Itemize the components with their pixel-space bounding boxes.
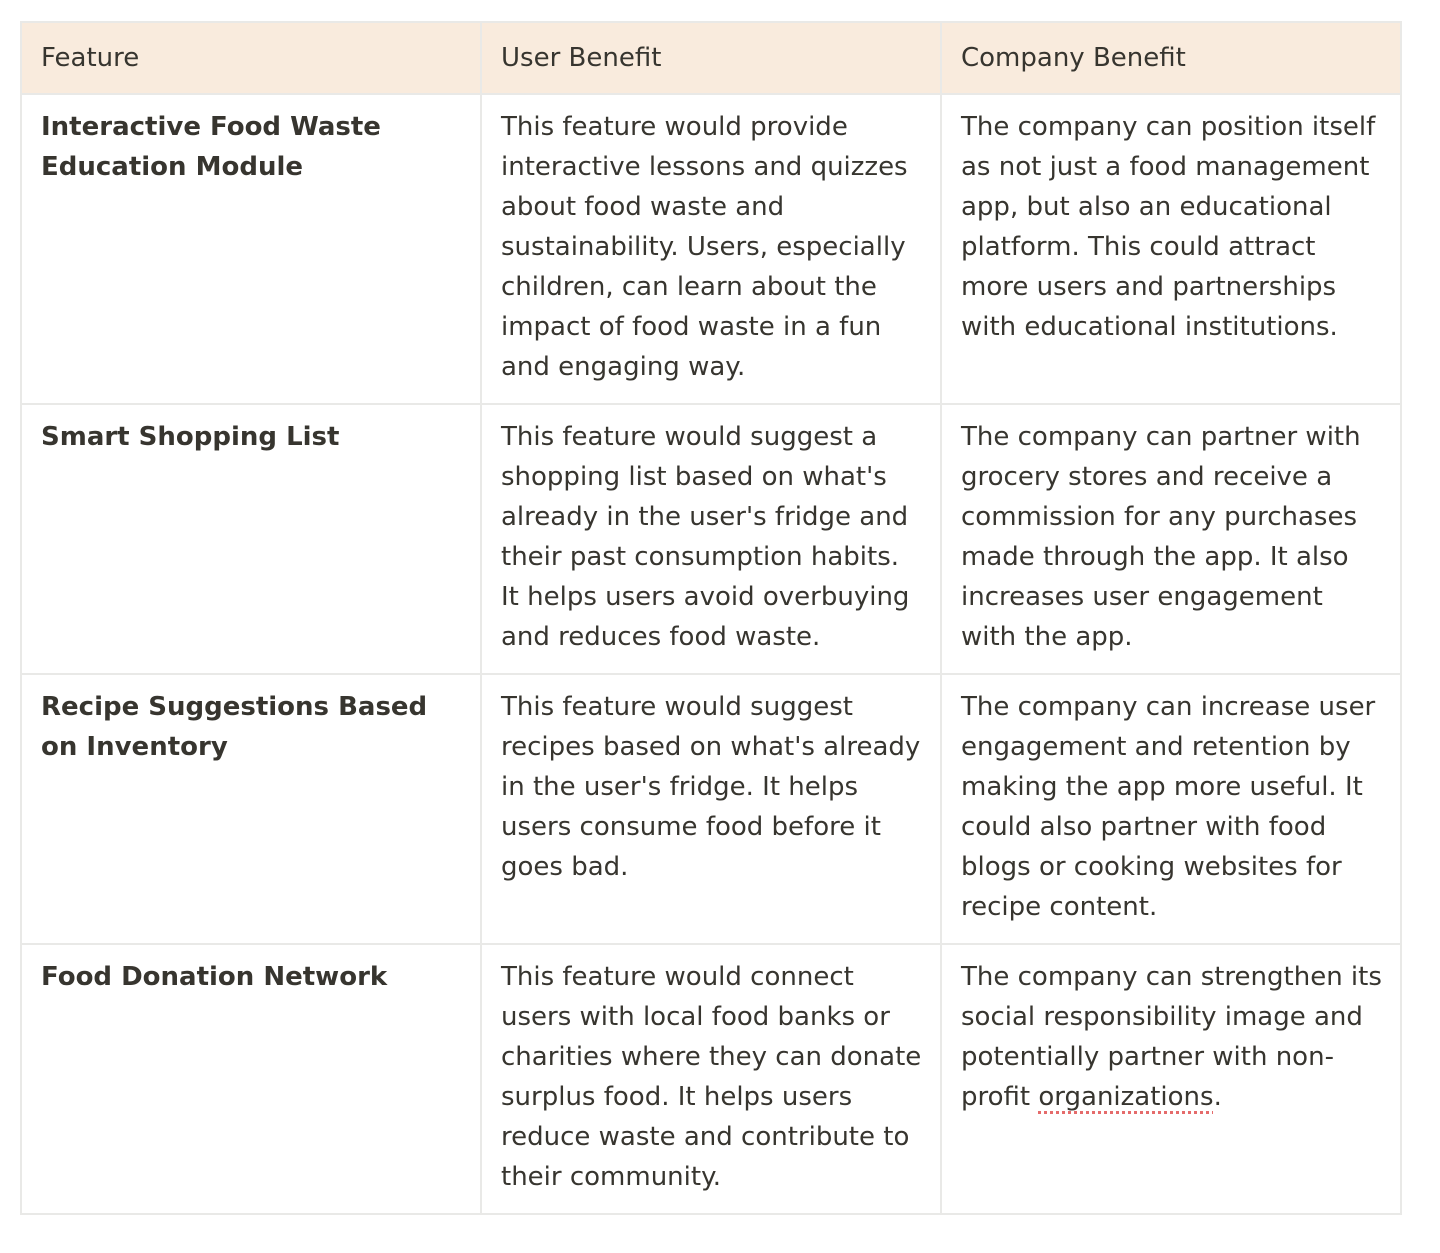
header-feature[interactable]: Feature — [21, 22, 481, 94]
company-benefit-text-end: . — [1213, 1082, 1222, 1112]
company-benefit-cell[interactable]: The company can increase user engagement and retention by making the app more useful. It could also partner with food blogs or cooking websites for recipe content. — [941, 674, 1401, 944]
header-company-benefit[interactable]: Company Benefit — [941, 22, 1401, 94]
table-container — [20, 21, 1402, 1215]
feature-cell[interactable]: Smart Shopping List — [21, 404, 481, 674]
table-row — [21, 944, 1401, 1214]
spellcheck-flagged-word[interactable]: organizations — [1038, 1082, 1214, 1112]
feature-cell[interactable]: Recipe Suggestions Based on Inventory — [21, 674, 481, 944]
table-row — [21, 674, 1401, 944]
company-benefit-cell[interactable]: The company can partner with grocery stores and receive a commission for any purchases made through the app. It also increases user engagement with the app. — [941, 404, 1401, 674]
user-benefit-cell[interactable]: This feature would suggest a shopping list based on what's already in the user's fridge and their past consumption habits. It helps users avoid overbuying and reduces food waste. — [481, 404, 941, 674]
user-benefit-cell[interactable]: This feature would provide interactive lessons and quizzes about food waste and sustainability. Users, especially children, can learn about the impact of food waste in a fun and engaging way. — [481, 94, 941, 404]
company-benefit-text: The company can strengthen its social responsibility image and potentially partner with non-profit — [961, 962, 1382, 1112]
user-benefit-cell[interactable]: This feature would suggest recipes based on what's already in the user's fridge. It helps users consume food before it goes bad. — [481, 674, 941, 944]
feature-cell[interactable]: Food Donation Network — [21, 944, 481, 1214]
company-benefit-cell[interactable]: The company can position itself as not just a food management app, but also an educational platform. This could attract more users and partnerships with educational institutions. — [941, 94, 1401, 404]
company-benefit-cell[interactable] — [941, 944, 1401, 1214]
table-header-row — [21, 22, 1401, 94]
table-row — [21, 94, 1401, 404]
user-benefit-cell[interactable]: This feature would connect users with local food banks or charities where they can donate surplus food. It helps users reduce waste and contribute to their community. — [481, 944, 941, 1214]
feature-cell[interactable]: Interactive Food Waste Education Module — [21, 94, 481, 404]
header-user-benefit[interactable]: User Benefit — [481, 22, 941, 94]
feature-table — [20, 21, 1402, 1215]
table-row — [21, 404, 1401, 674]
